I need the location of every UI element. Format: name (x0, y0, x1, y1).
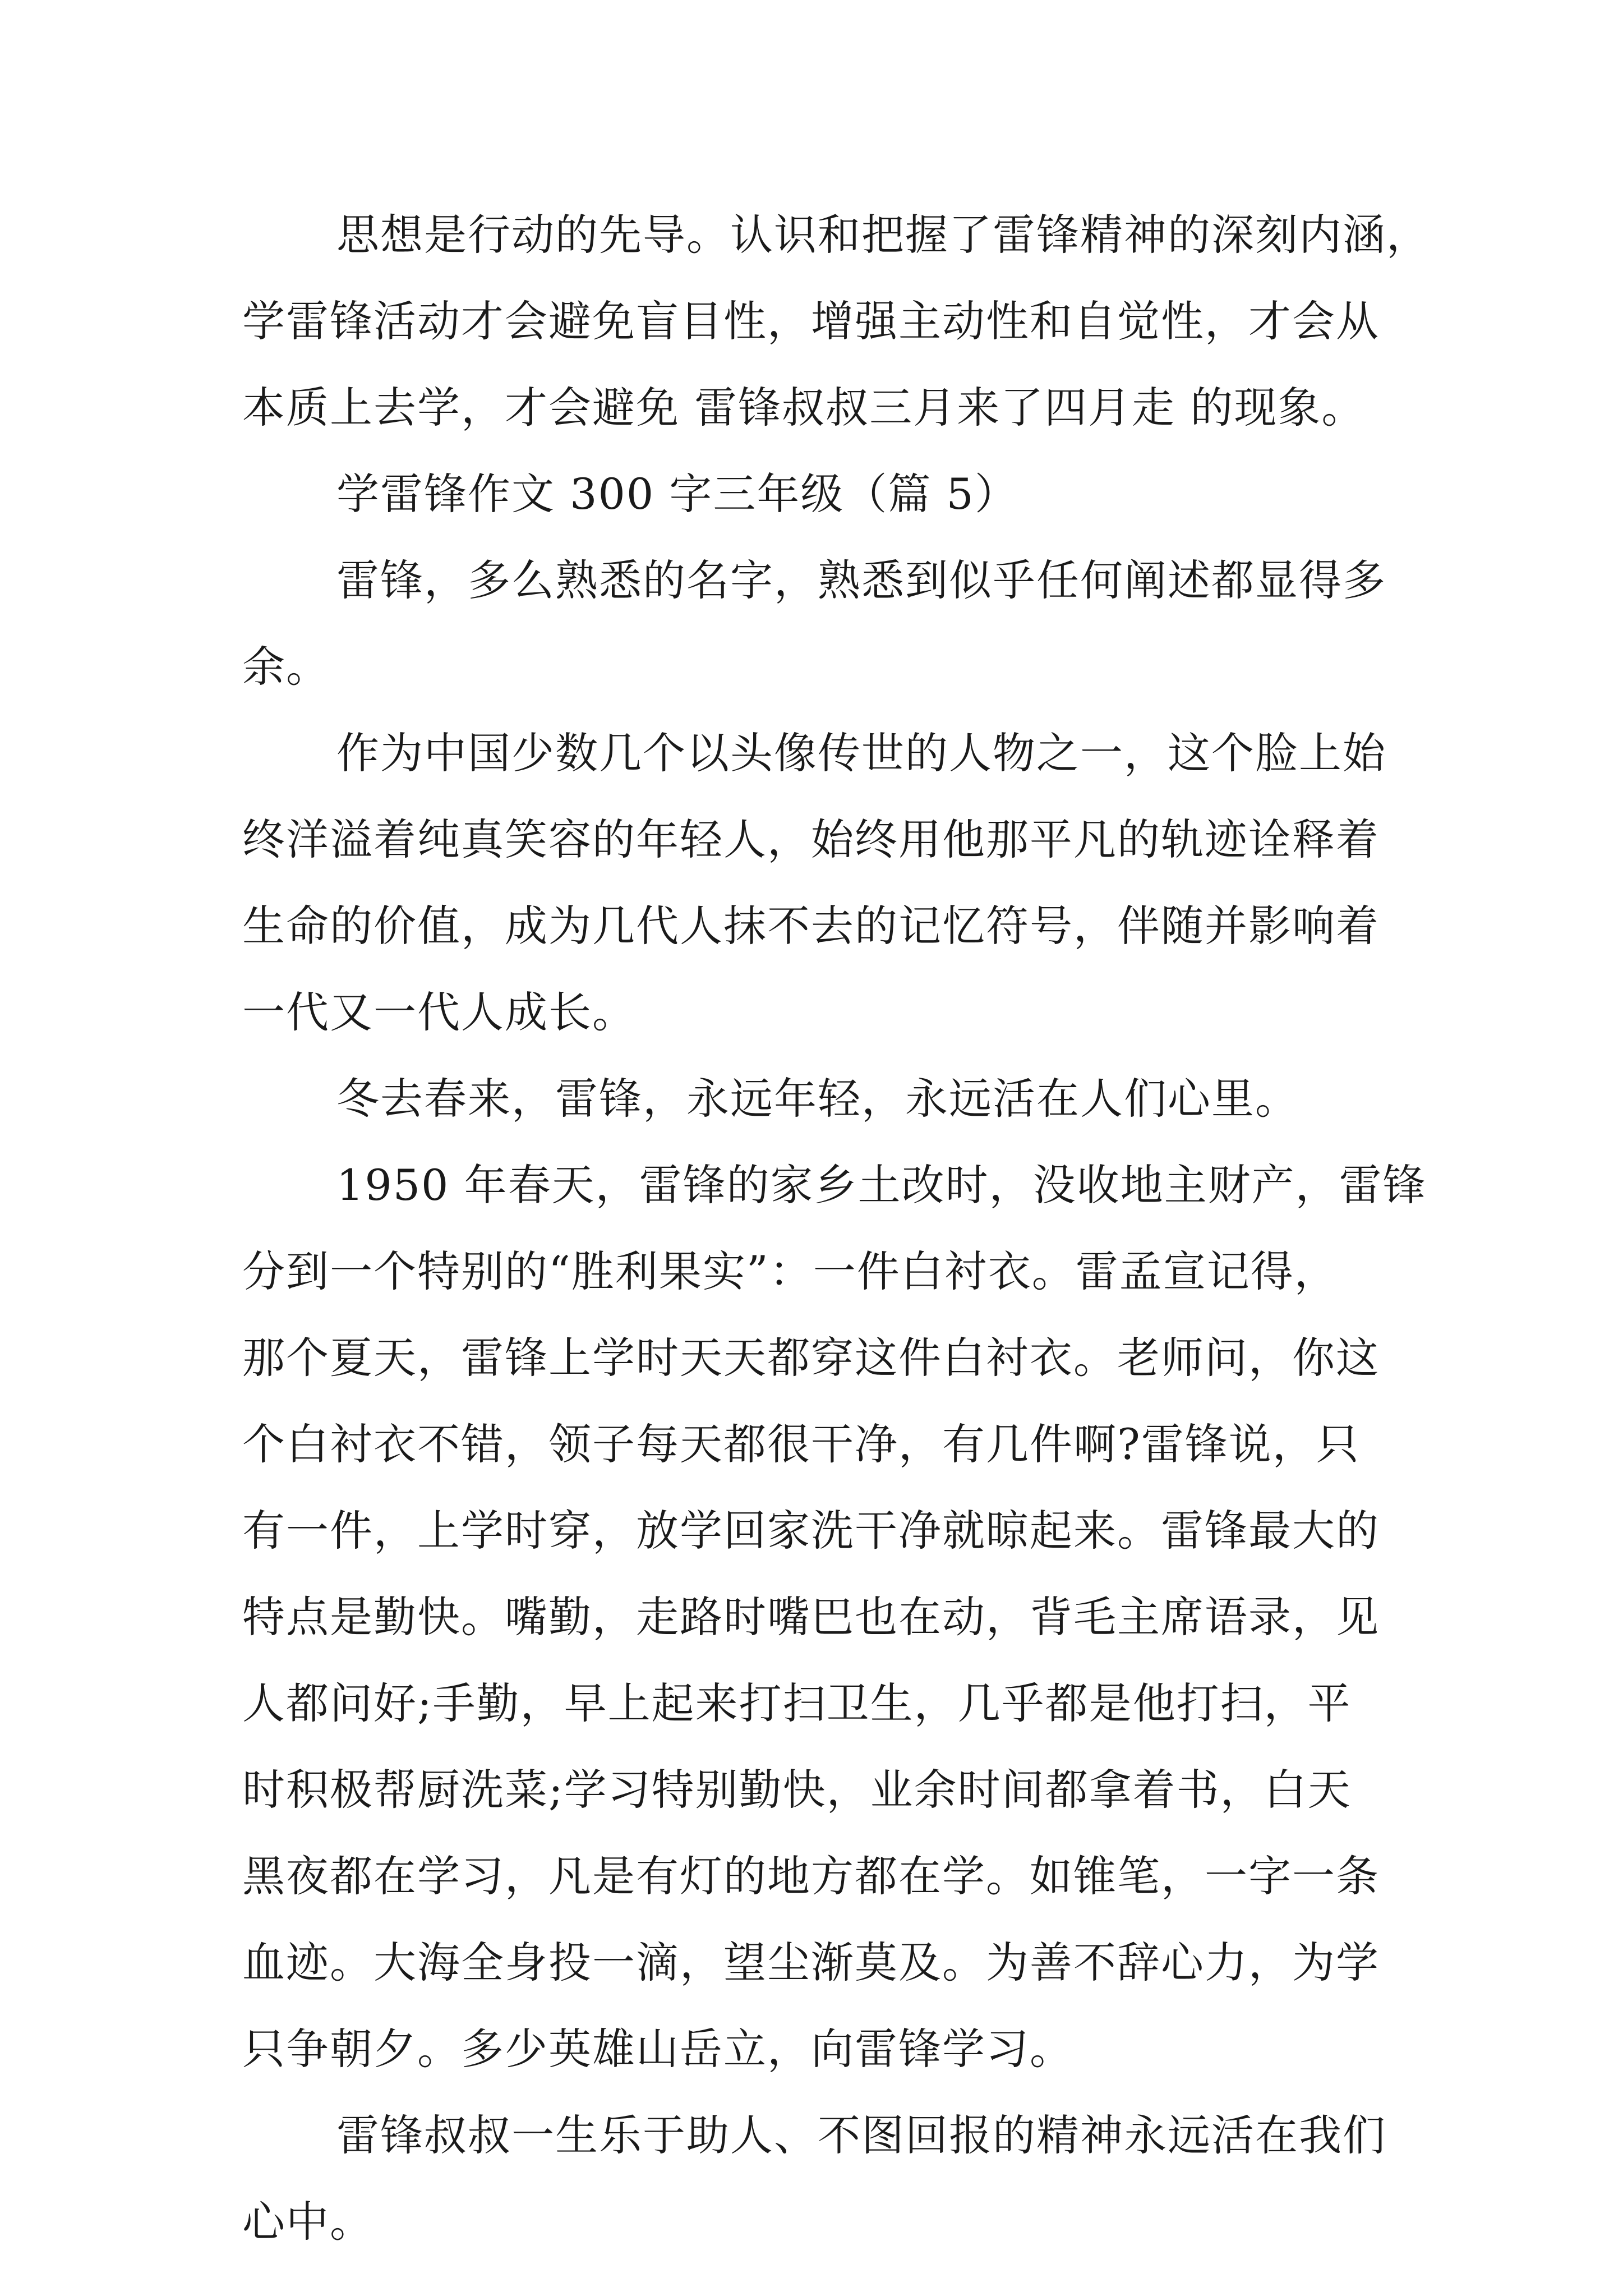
text-line: 作为中国少数几个以头像传世的人物之一，这个脸上始 (336, 728, 1386, 778)
text-line: 个白衬衣不错，领子每天都很干净，有几件啊?雷锋说，只 (242, 1419, 1360, 1469)
text-line: 一代又一代人成长。 (242, 987, 636, 1037)
text-line: 冬去春来，雷锋，永远年轻，永远活在人们心里。 (336, 1074, 1299, 1124)
text-line: 1950 年春天，雷锋的家乡土改时，没收地主财产，雷锋 (336, 1160, 1427, 1210)
text-line: 雷锋叔叔一生乐于助人、不图回报的精神永远活在我们 (336, 2110, 1386, 2160)
text-line: 那个夏天，雷锋上学时天天都穿这件白衬衣。老师问，你这 (242, 1333, 1380, 1383)
text-line: 生命的价值，成为几代人抹不去的记忆符号，伴随并影响着 (242, 901, 1380, 951)
text-line: 雷锋，多么熟悉的名字，熟悉到似乎任何阐述都显得多 (336, 555, 1386, 605)
text-line: 思想是行动的先导。认识和把握了雷锋精神的深刻内涵， (336, 210, 1430, 260)
text-line: 分到一个特别的“胜利果实”：一件白衬衣。雷孟宣记得， (242, 1246, 1338, 1296)
text-line: 心中。 (242, 2197, 374, 2247)
text-line: 学雷锋活动才会避免盲目性，增强主动性和自觉性，才会从 (242, 296, 1380, 346)
text-line: 学雷锋作文 300 字三年级（篇 5） (336, 469, 1018, 519)
text-line: 余。 (242, 642, 330, 692)
text-line: 本质上去学，才会避免 雷锋叔叔三月来了四月走 的现象。 (242, 383, 1366, 432)
text-line: 人都问好;手勤，早上起来打扫卫生，几乎都是他打扫，平 (242, 1678, 1352, 1728)
text-line: 血迹。大海全身投一滴，望尘渐莫及。为善不辞心力，为学 (242, 1938, 1380, 1987)
text-line: 有一件，上学时穿，放学回家洗干净就晾起来。雷锋最大的 (242, 1506, 1380, 1556)
text-line: 黑夜都在学习，凡是有灯的地方都在学。如锥笔，一字一条 (242, 1851, 1380, 1901)
text-line: 终洋溢着纯真笑容的年轻人，始终用他那平凡的轨迹诠释着 (242, 815, 1380, 864)
text-line: 时积极帮厨洗菜;学习特别勤快，业余时间都拿着书，白天 (242, 1765, 1352, 1815)
essay-body (242, 192, 1430, 2265)
text-line: 特点是勤快。嘴勤，走路时嘴巴也在动，背毛主席语录，见 (242, 1592, 1380, 1642)
text-line: 只争朝夕。多少英雄山岳立，向雷锋学习。 (242, 2024, 1073, 2074)
